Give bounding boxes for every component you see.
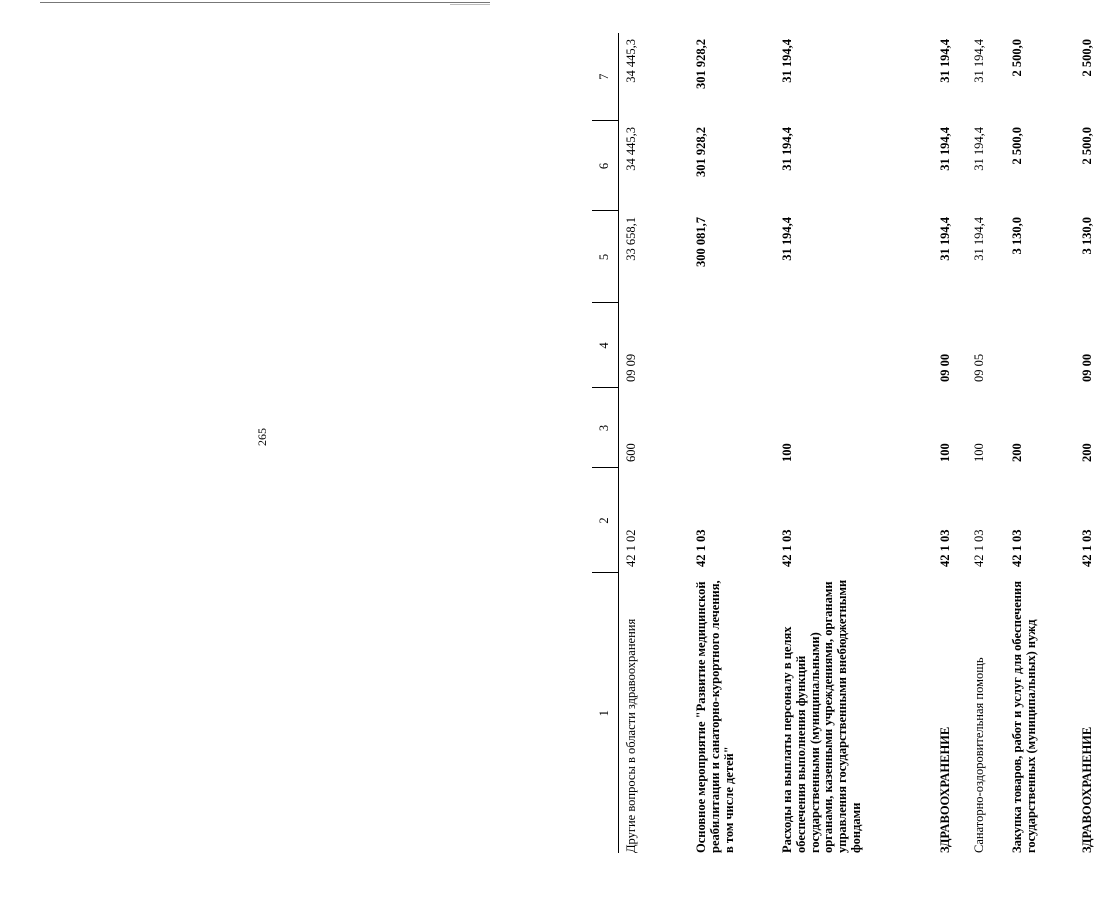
top-rule-secondary [450, 4, 490, 5]
cell-vr: 100 [972, 443, 986, 462]
cell-vr: 100 [780, 443, 794, 462]
cell-rz [1011, 303, 1081, 388]
cell-rz [781, 303, 939, 388]
cell-c5: 300 081,7 [694, 217, 708, 267]
cell-name: Другие вопросы в области здравоохранения [624, 618, 638, 853]
cell-code: 42 1 03 [972, 529, 986, 567]
column-header-7: 7 [592, 33, 619, 121]
budget-table [592, 33, 1111, 853]
cell-c5: 31 194,4 [780, 217, 794, 261]
cell-vr [695, 388, 781, 468]
cell-code: 42 1 03 [694, 529, 708, 567]
cell-code: 42 1 02 [624, 529, 638, 567]
cell-c6: 301 928,2 [694, 127, 708, 177]
cell-code: 42 1 03 [780, 529, 794, 567]
cell-code: 42 1 03 [1080, 529, 1094, 567]
cell-rz: 09 00 [1080, 353, 1094, 382]
cell-name: Закупка товаров, работ и услуг для обеспечения государственных (муниципальных) нужд [1010, 581, 1038, 853]
cell-c5: 31 194,4 [972, 217, 986, 261]
column-header-2: 2 [592, 468, 619, 573]
cell-name: ЗДРАВООХРАНЕНИЕ [938, 726, 952, 853]
table-row [1011, 33, 1081, 853]
cell-rz [695, 303, 781, 388]
cell-c5: 31 194,4 [938, 217, 952, 261]
cell-rz: 09 00 [938, 353, 952, 382]
cell-name: ЗДРАВООХРАНЕНИЕ [1080, 726, 1094, 853]
cell-rz: 09 09 [624, 353, 638, 382]
cell-c6: 2 500,0 [1010, 127, 1024, 165]
table-row [625, 33, 695, 853]
cell-vr: 200 [1080, 443, 1094, 462]
cell-name: Санаторно-оздоровительная помощь [972, 657, 986, 853]
cell-vr: 200 [1010, 443, 1024, 462]
cell-c7: 34 445,3 [624, 39, 638, 83]
top-rule [40, 2, 490, 3]
cell-c6: 2 500,0 [1080, 127, 1094, 165]
column-header-6: 6 [592, 121, 619, 211]
column-header-5: 5 [592, 211, 619, 303]
cell-c7: 2 500,0 [1010, 39, 1024, 77]
column-header-4: 4 [592, 303, 619, 388]
cell-c5: 3 130,0 [1010, 217, 1024, 255]
cell-vr: 100 [938, 443, 952, 462]
cell-c7: 31 194,4 [780, 39, 794, 83]
cell-c7: 31 194,4 [938, 39, 952, 83]
table-row [939, 33, 973, 853]
table-header-row [592, 33, 619, 853]
cell-code: 42 1 03 [938, 529, 952, 567]
table-row [781, 33, 939, 853]
cell-c5: 33 658,1 [624, 217, 638, 261]
cell-c7: 31 194,4 [972, 39, 986, 83]
cell-name: Основное мероприятие "Развитие медицинской реабилитации и санаторно-курортного лечения, в том числе детей" [694, 580, 736, 853]
cell-c6: 31 194,4 [972, 127, 986, 171]
cell-code: 42 1 03 [1010, 529, 1024, 567]
cell-c7: 2 500,0 [1080, 39, 1094, 77]
table-body [619, 33, 1111, 853]
table-row [695, 33, 781, 853]
cell-rz: 09 05 [972, 353, 986, 382]
cell-c5: 3 130,0 [1080, 217, 1094, 255]
cell-c6: 31 194,4 [780, 127, 794, 171]
cell-name: Расходы на выплаты персоналу в целях обеспечения выполнения функций государственными (муниципальными) органами, казенными учреждениями, органами управления государственными внебюджетными фондами [780, 579, 863, 853]
cell-vr: 600 [624, 443, 638, 462]
column-header-3: 3 [592, 388, 619, 468]
table-row [973, 33, 1011, 853]
cell-c6: 31 194,4 [938, 127, 952, 171]
cell-c6: 34 445,3 [624, 127, 638, 171]
page-number: 265 [255, 428, 269, 446]
table-row [1081, 33, 1111, 853]
column-header-1: 1 [592, 573, 619, 853]
cell-c7: 301 928,2 [694, 39, 708, 89]
